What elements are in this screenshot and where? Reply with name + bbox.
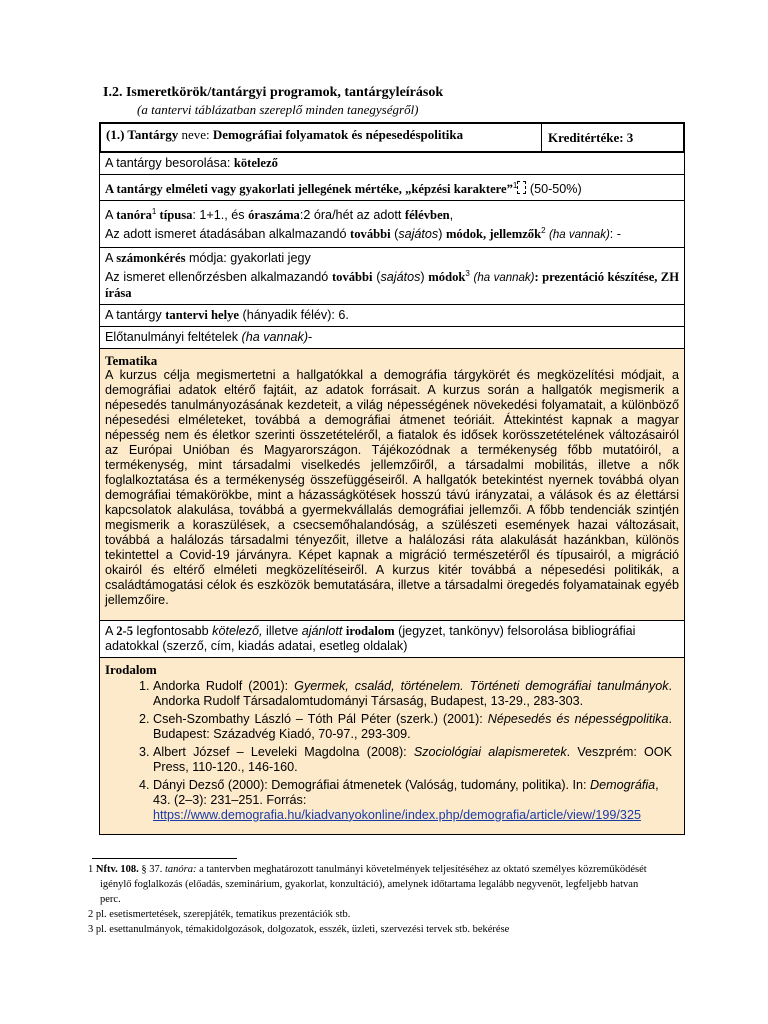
footnote-law-ref: Nftv. 108.	[95, 864, 139, 875]
course-name: Demográfiai folyamatok és népesedéspolitika	[212, 127, 464, 142]
assessment-line	[105, 251, 679, 266]
course-name-row	[100, 123, 685, 153]
footnote-ref-3[interactable]: 3	[465, 268, 470, 278]
text-paren: )	[438, 227, 446, 242]
szamonkeres-label: számonkérés	[116, 250, 186, 265]
semester-value: (hányadik félév): 6.	[239, 307, 349, 322]
course-name-label: neve:	[178, 127, 213, 142]
literature-intro-text: (jegyzet, tankönyv) felsorolása bibliográfiai adatokkal (szerző, cím, kiadás adatai, esetleg oldalak)	[105, 623, 636, 653]
modok-label: módok	[428, 269, 466, 284]
sajatos-label: sajátos	[380, 269, 421, 284]
citation-details: . Veszprém: OOK Press, 110-120., 146-160.	[153, 744, 672, 774]
assessment-row	[100, 247, 685, 304]
text-b: legfontosabb	[133, 623, 213, 638]
footnote-3: 3 pl. esettanulmányok, témakidolgozások, dolgozatok, esszék, üzleti, szervezési tervek stb. bekérése	[88, 924, 510, 935]
footnote-1	[88, 862, 648, 907]
footnotes	[88, 862, 648, 937]
literature-item	[153, 745, 672, 775]
literature-item	[153, 679, 672, 709]
citation-title: Demográfia	[590, 777, 656, 792]
text-paren: (	[390, 227, 399, 242]
prerequisites-label: Előtanulmányi feltételek	[105, 329, 242, 344]
literature-title: Irodalom	[105, 661, 157, 677]
text-a: A tantárgy	[105, 307, 166, 322]
kotelezo-label: kötelező,	[212, 623, 263, 638]
modok-label: módok, jellemzők	[445, 227, 542, 242]
hours-value: :2 óra/hét az adott	[299, 208, 405, 223]
class-type-row	[100, 201, 685, 247]
text-a: A	[105, 250, 117, 265]
tovabbi-label: további	[331, 269, 373, 284]
citation-details: , 43. (2–3): 231–251. Forrás:	[153, 777, 659, 807]
assessment-methods-line	[105, 266, 679, 301]
oraszama-label: óraszáma	[248, 208, 300, 223]
tantervi-helye-label: tantervi helye	[165, 307, 240, 322]
citation-title: Szociológiai alapismeretek	[413, 744, 567, 759]
teaching-methods-value: : -	[609, 227, 621, 242]
felevben-label: félévben	[404, 208, 450, 223]
citation-details: . Andorka Rudolf Társadalomtudományi Társaság, Budapest, 13-29., 283-303.	[153, 678, 672, 708]
citation-author: Albert József – Leveleki Magdolna (2008):	[153, 744, 414, 759]
citation-author: Andorka Rudolf (2001):	[153, 678, 295, 693]
citation-title: Gyermek, család, történelem. Történeti demográfiai tanulmányok	[294, 678, 669, 693]
footnote-number: 1	[88, 864, 96, 875]
citation-author: Dányi Dezső (2000): Demográfiai átmenetek (Valóság, tudomány, politika). In:	[153, 777, 591, 792]
text-paren: (	[372, 269, 381, 284]
citation-details: . Budapest: Századvég Kiadó, 70-97., 293-309.	[153, 711, 672, 741]
footnote-ref-2[interactable]: 2	[541, 226, 546, 236]
ha-vannak-label: (ha vannak)	[241, 329, 309, 344]
source-link[interactable]: https://www.demografia.hu/kiadvanyokonline/index.php/demografia/article/view/199/325	[153, 807, 641, 822]
character-value: (50-50%)	[526, 182, 582, 197]
assessment-value: módja: gyakorlati jegy	[185, 250, 311, 265]
prerequisites-row	[100, 326, 685, 348]
irodalom-label: irodalom	[345, 623, 395, 638]
class-type-value: : 1+1., és	[192, 208, 249, 223]
class-type-line	[105, 204, 679, 223]
literature-list	[105, 679, 672, 823]
classification-label: A tantárgy besorolása:	[105, 156, 234, 170]
teaching-methods-line	[105, 223, 679, 243]
text-c: illetve	[262, 623, 302, 638]
text-colon: :	[534, 269, 543, 284]
text-a: A	[105, 208, 117, 223]
tovabbi-label: további	[350, 227, 391, 242]
section-subheading: (a tantervi táblázatban szereplő minden tanegységről)	[137, 102, 419, 117]
text-comma: ,	[449, 208, 454, 223]
text-a: A	[105, 623, 117, 638]
ajanlott-label: ajánlott	[301, 623, 343, 638]
thematics-title: Tematika	[105, 352, 158, 368]
footnote-term: tanóra:	[165, 864, 197, 875]
count-label: 2-5	[116, 623, 134, 638]
tipusa-label: típusa	[156, 208, 193, 223]
ha-vannak-label: (ha vannak)	[549, 229, 610, 242]
footnote-ref-1[interactable]: 1	[512, 181, 518, 190]
thematics-row	[100, 348, 685, 620]
footnote-text: a tantervben meghatározott tanulmányi követelmények teljesítéséhez az oktató személyes közreműködését igénylő foglalkozás (előadás, szeminárium, gyakorlat, konzultáció), amelynek időtartama legalább negyvenöt, legfeljebb hatvan perc.	[100, 864, 647, 905]
citation-author: Cseh-Szombathy László – Tóth Pál Péter (szerk.) (2001):	[153, 711, 488, 726]
credit-value: Kreditértéke: 3	[548, 130, 634, 145]
character-row	[100, 175, 685, 201]
footnote-section: § 37.	[138, 864, 165, 875]
classification-row	[100, 153, 685, 175]
assessment-methods-value: prezentáció készítése, ZH írása	[105, 269, 680, 300]
literature-row	[100, 657, 685, 834]
tanora-label: tanóra	[116, 208, 152, 223]
prerequisites-value: -	[308, 329, 313, 344]
ha-vannak-label: (ha vannak)	[473, 271, 535, 284]
sajatos-label: sajátos	[398, 227, 439, 242]
text-paren: )	[420, 269, 429, 284]
footnote-2: 2 pl. esetismertetések, szerepjáték, tematikus prezentációk stb.	[88, 909, 351, 920]
text-a: Az adott ismeret átadásában alkalmazandó	[105, 227, 351, 242]
text-a: Az ismeret ellenőrzésben alkalmazandó	[105, 269, 332, 284]
citation-title: Népesedés és népességpolitika	[487, 711, 669, 726]
literature-intro-row	[100, 620, 685, 657]
curricular-place-row	[100, 304, 685, 326]
footnote-divider	[92, 858, 237, 859]
literature-item	[153, 778, 672, 823]
thematics-text: A kurzus célja megismertetni a hallgatókkal a demográfia tárgykörét és megközelítési módjait, a demográfiai adatok eltérő fajtáit, az adatok forrásait. A kurzus során a hallgatók megismerik a népesedés tanulmányozásának kezdeteit, a világ népességének növekedési folyamatait, a különböző népesedési elméleteket, továbbá a demográfiai átmenet teóriáit. Áttekintést kapnak a magyar népesség nem és életkor szerinti összetételéről, a fiatalok és idősek korösszetételének változásairól az Európai Unióban és Magyarországon. Tájékozódnak a termékenység főbb mutatóiról, a termékenység, mint társadalmi viselkedés jellemzőiről, a társadalmi mobilitás, illetve a nők foglalkoztatása és a termékenység összefüggéseiről. A hallgatók betekintést nyernek továbbá olyan demográfiai témakörökbe, mint a házasságkötések hosszú távú irányzatai, a válások és az élettársi kapcsolatok alakulása, továbbá a gyermekvállalás demográfiai jellemzői. A főbb tendenciák szintjén megismerik a koraszülések, a csecsemőhalandóság, a szülészeti események hazai változásait, továbbá a halálozás társadalmi tényezőit, illetve a halálozási ráta alakulását hazánkban, különös tekintettel a Covid-19 járványra. Képet kapnak a migráció természetéről és típusairól, a migráció okairól és eltérő elméleti megközelítéseiről. A kurzus kitér továbbá a népesedési politikák, a családtámogatási célok és eszközök bemutatására, illetve a társadalmi öregedés folyamatainak egyéb jellemzőire.	[105, 367, 679, 607]
course-description-table	[99, 122, 685, 835]
classification-value: kötelező	[233, 156, 278, 170]
literature-item	[153, 712, 672, 742]
footnote-ref-1b[interactable]: 1	[151, 207, 157, 217]
character-label: A tantárgy elméleti vagy gyakorlati jellegének mértéke, „képzési karaktere”	[105, 182, 513, 197]
section-heading: I.2. Ismeretkörök/tantárgyi programok, tantárgyleírások	[103, 85, 444, 100]
course-number: (1.) Tantárgy	[106, 127, 179, 142]
